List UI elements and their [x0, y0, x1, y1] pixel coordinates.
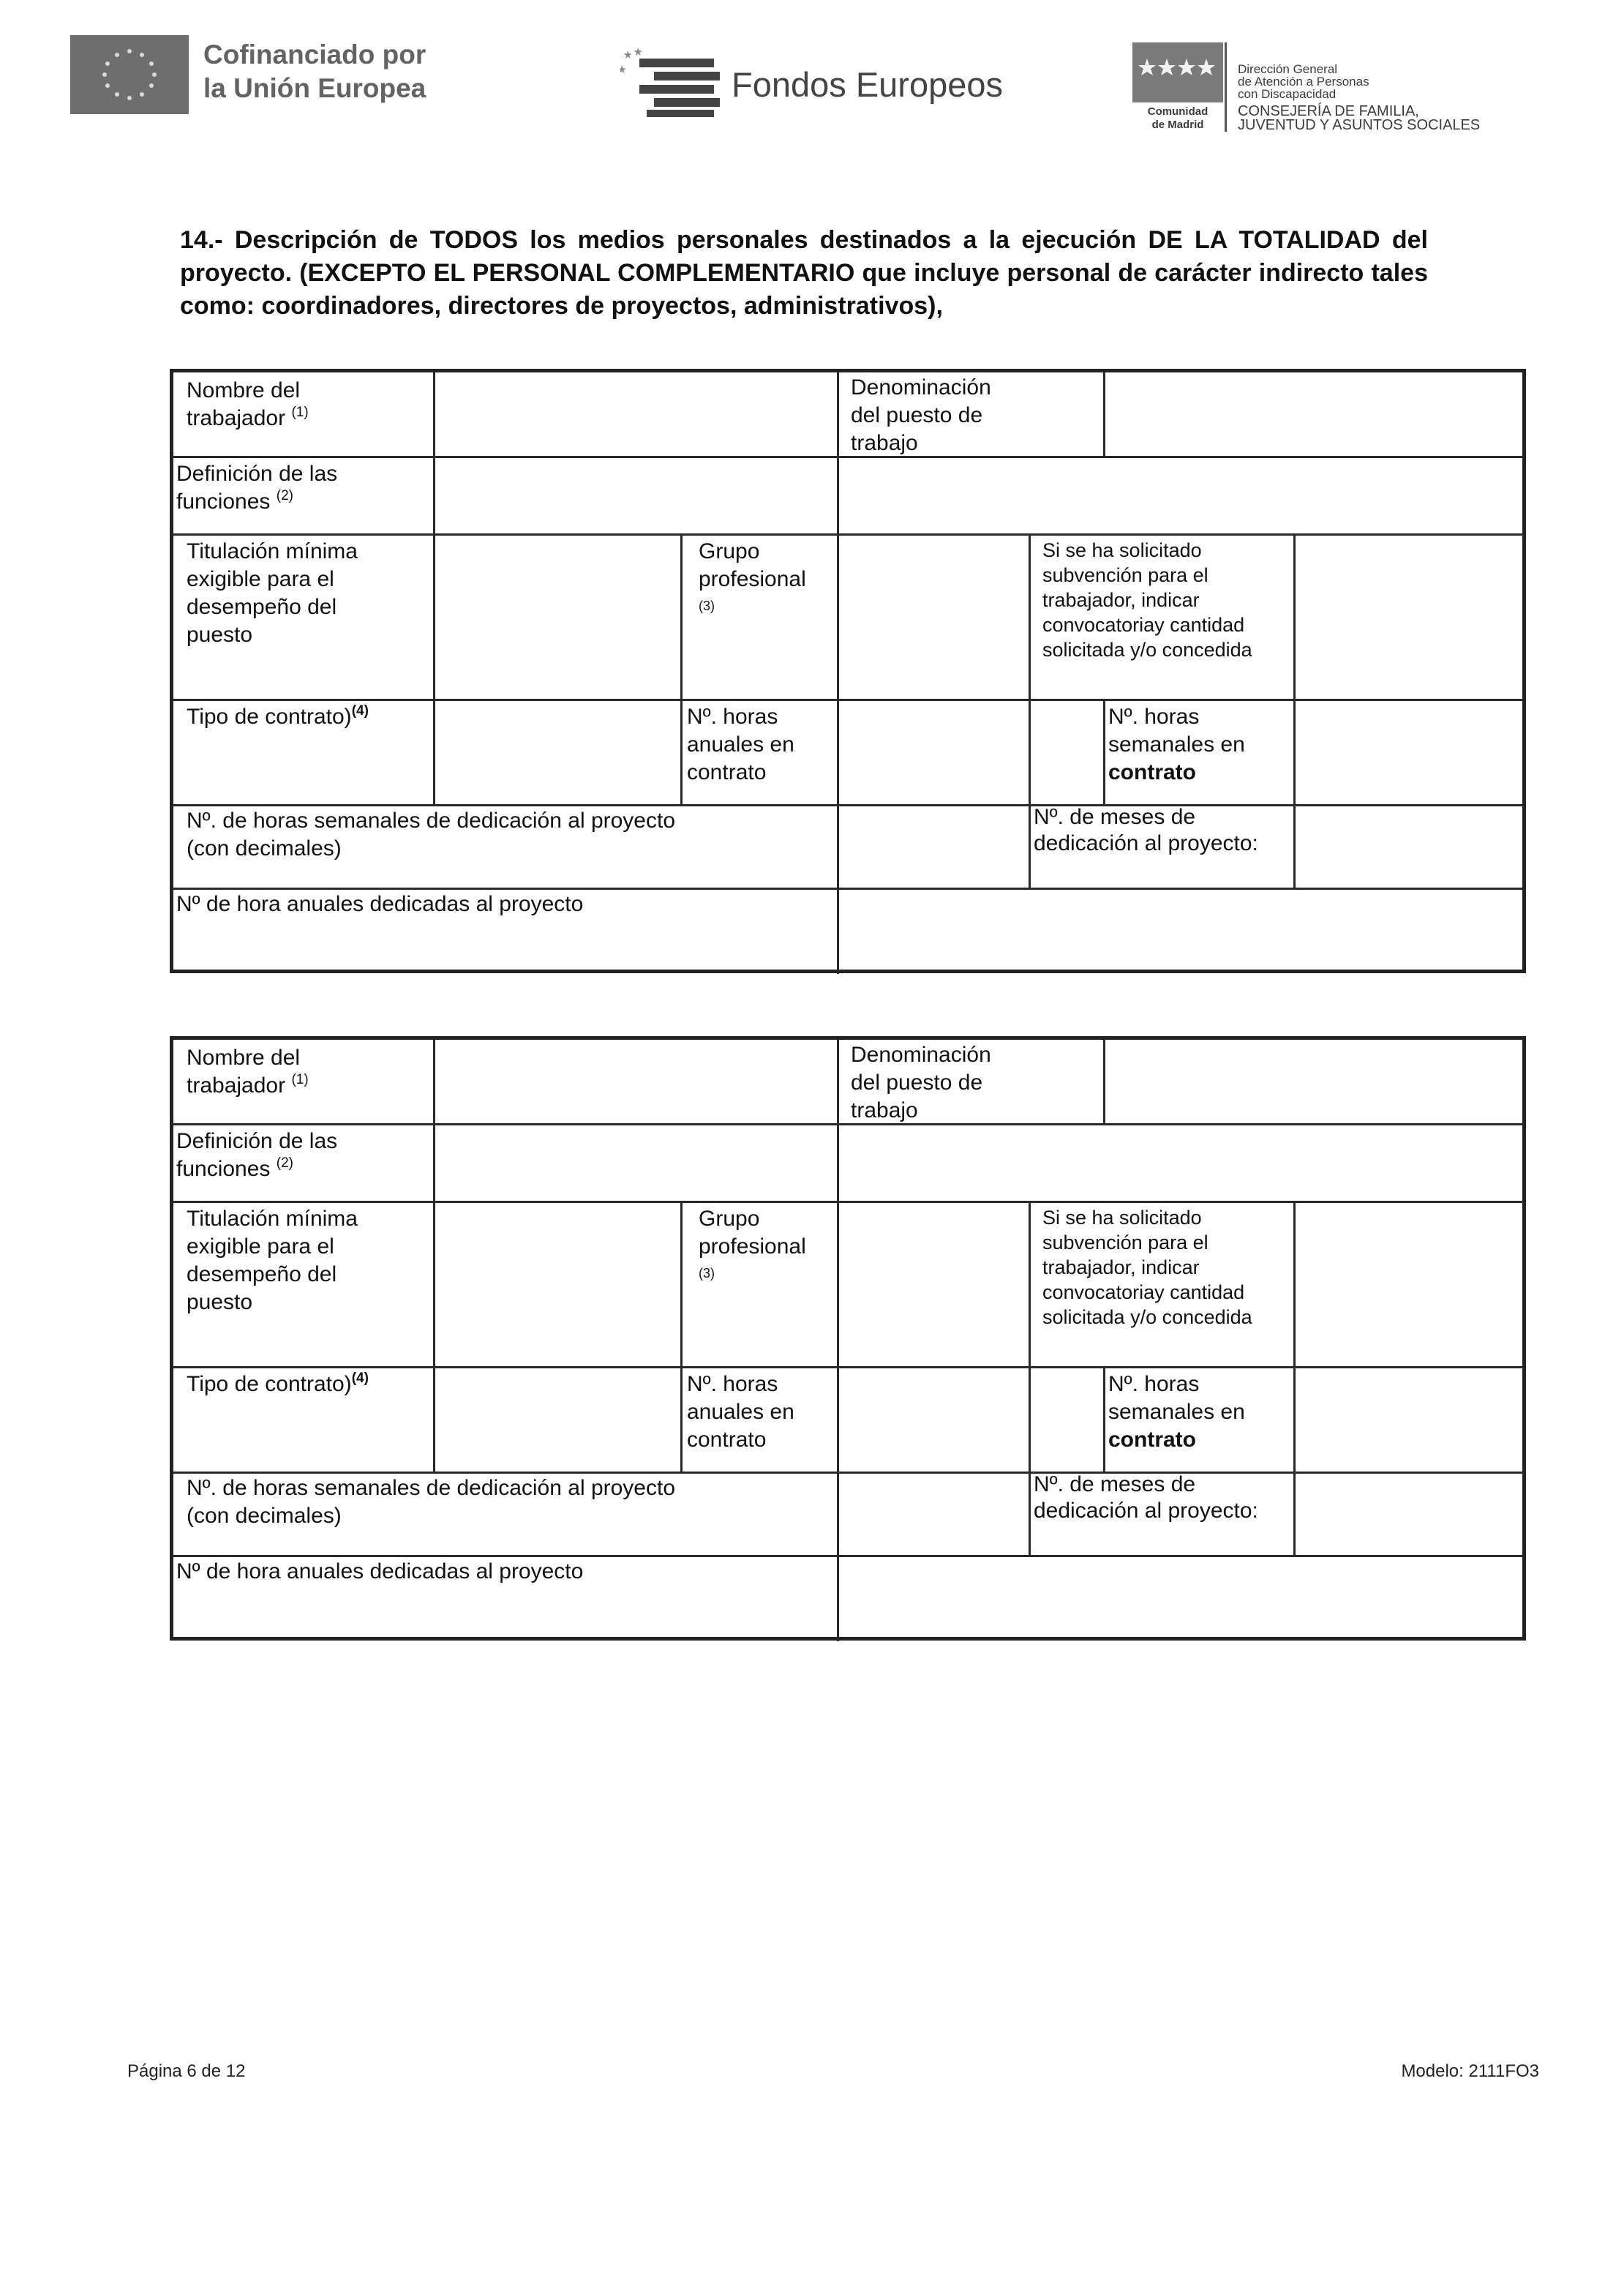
footnote-3-ref: (3) — [699, 1266, 715, 1281]
qualification-label-line2: exigible para el — [187, 1234, 334, 1259]
annual-dedication-field[interactable] — [842, 1559, 1518, 1637]
subsidy-label-line4: convocatoriay cantidad — [1042, 1281, 1245, 1303]
subsidy-label-line5: solicitada y/o concedida — [1042, 1306, 1252, 1328]
professional-group-label-line2: profesional — [699, 567, 806, 591]
row-divider — [173, 1555, 1522, 1557]
functions-label — [176, 460, 337, 519]
job-title-label-line1: Denominación — [851, 375, 991, 400]
job-title-label — [851, 1041, 991, 1125]
weekly-hours-label-line1: Nº. horas — [1108, 1372, 1200, 1396]
ministry-line2: JUVENTUD Y ASUNTOS SOCIALES — [1238, 117, 1481, 133]
weekly-hours-field[interactable] — [1298, 1371, 1518, 1469]
worker-name-label — [187, 377, 309, 435]
ministry-line1: CONSEJERÍA DE FAMILIA, — [1238, 103, 1419, 119]
contract-type-field[interactable] — [438, 703, 677, 801]
row-divider — [173, 533, 1522, 536]
contract-type-label-text: Tipo de contrato) — [187, 1372, 352, 1396]
professional-group-label-line2: profesional — [699, 1234, 806, 1259]
col-divider — [433, 1040, 435, 1473]
months-dedication-label-line1: Nº. de meses de — [1034, 805, 1196, 829]
weekly-dedication-field[interactable] — [842, 1476, 1025, 1552]
months-dedication-label — [1034, 804, 1258, 857]
fondos-europeos-logo — [620, 44, 723, 120]
col-divider — [680, 1202, 683, 1473]
section-title: 14.- Descripción de TODOS los medios personales destinados a la ejecución DE LA TOTALIDAD del proyecto. (EXCEPTO EL PERSONAL COMPLEMENTARIO que incluye personal de carácter indirecto tales como: coordinadores, directores de proyectos, administrativos), — [180, 226, 1428, 320]
annual-hours-label-line3: contrato — [687, 760, 767, 784]
subsidy-label-line3: trabajador, indicar — [1042, 589, 1200, 611]
row-divider — [173, 1472, 1522, 1474]
qualification-label-line4: puesto — [187, 623, 253, 647]
eu-text-line2: la Unión Europea — [203, 73, 426, 103]
annual-dedication-field[interactable] — [842, 892, 1518, 970]
personnel-form-2 — [170, 1036, 1526, 1641]
row-divider — [173, 1123, 1522, 1125]
job-title-field[interactable] — [1108, 1043, 1518, 1120]
weekly-hours-field[interactable] — [1298, 703, 1518, 801]
weekly-hours-label-line3: contrato — [1108, 760, 1196, 784]
job-title-label-line1: Denominación — [851, 1043, 991, 1067]
months-dedication-label — [1034, 1472, 1258, 1524]
annual-hours-label — [687, 1371, 794, 1454]
job-title-label-line2: del puesto de — [851, 1071, 983, 1095]
qualification-label-line2: exigible para el — [187, 567, 334, 591]
eu-text-line1: Cofinanciado por — [203, 40, 426, 70]
professional-group-label-line1: Grupo — [699, 1207, 760, 1231]
annual-dedication-label: Nº de hora anuales dedicadas al proyecto — [176, 1559, 584, 1583]
professional-group-label — [699, 1205, 806, 1281]
months-dedication-field[interactable] — [1298, 1476, 1518, 1552]
fondos-europeos-text: Fondos Europeos — [732, 65, 1004, 104]
job-title-label-line3: trabajo — [851, 431, 918, 455]
professional-group-field[interactable] — [842, 538, 1025, 696]
functions-field[interactable] — [438, 1128, 1518, 1198]
qualification-label — [187, 1205, 358, 1316]
directorate-line3: con Discapacidad — [1238, 87, 1337, 101]
annual-hours-label-line1: Nº. horas — [687, 705, 778, 729]
qualification-label-line1: Titulación mínima — [187, 1207, 358, 1231]
col-divider — [680, 534, 683, 806]
contract-type-label-text: Tipo de contrato) — [187, 705, 352, 729]
subsidy-label-line1: Si se ha solicitado — [1042, 539, 1202, 561]
weekly-dedication-label — [187, 807, 675, 863]
worker-name-field[interactable] — [438, 375, 833, 453]
subsidy-field[interactable] — [1298, 538, 1518, 696]
qualification-field[interactable] — [438, 538, 677, 696]
col-divider — [1293, 1202, 1296, 1556]
directorate-line2: de Atención a Personas — [1238, 75, 1369, 89]
annual-hours-field[interactable] — [842, 1371, 1099, 1469]
contract-type-field[interactable] — [438, 1371, 677, 1469]
annual-dedication-label: Nº de hora anuales dedicadas al proyecto — [176, 892, 584, 916]
functions-label-line2: funciones — [176, 1157, 271, 1181]
subsidy-label — [1042, 1205, 1252, 1330]
row-divider — [173, 1366, 1522, 1368]
directorate-text — [1238, 63, 1369, 100]
row-divider — [173, 456, 1522, 458]
eu-cofinancing-text — [203, 38, 426, 105]
footnote-2-ref: (2) — [276, 1155, 294, 1171]
weekly-hours-label-line1: Nº. horas — [1108, 705, 1200, 729]
col-divider — [1103, 699, 1105, 806]
col-divider — [433, 372, 435, 806]
annual-hours-label-line2: anuales en — [687, 732, 794, 757]
weekly-dedication-label-line2: (con decimales) — [187, 836, 342, 861]
logo-divider — [1225, 42, 1227, 132]
functions-field[interactable] — [438, 460, 1518, 531]
weekly-hours-label-line2: semanales en — [1108, 1400, 1245, 1424]
footnote-4-ref: (4) — [351, 1371, 369, 1386]
functions-label — [176, 1128, 337, 1186]
page-number: Página 6 de 12 — [127, 2061, 246, 2081]
weekly-dedication-label — [187, 1474, 675, 1530]
footnote-3-ref: (3) — [699, 599, 715, 613]
qualification-label-line4: puesto — [187, 1290, 253, 1314]
subsidy-label-line4: convocatoriay cantidad — [1042, 614, 1245, 636]
annual-hours-label-line3: contrato — [687, 1428, 767, 1452]
job-title-field[interactable] — [1108, 375, 1518, 453]
months-dedication-label-line2: dedicación al proyecto: — [1034, 831, 1258, 855]
col-divider — [1293, 534, 1296, 889]
annual-hours-label-line2: anuales en — [687, 1400, 794, 1424]
model-code: Modelo: 2111FO3 — [1401, 2061, 1539, 2081]
functions-label-line2: funciones — [176, 490, 271, 514]
professional-group-field[interactable] — [842, 1205, 1025, 1363]
subsidy-label-line2: subvención para el — [1042, 564, 1208, 586]
footnote-4-ref: (4) — [351, 703, 369, 719]
worker-name-field[interactable] — [438, 1043, 833, 1120]
months-dedication-label-line2: dedicación al proyecto: — [1034, 1499, 1258, 1523]
subsidy-label-line2: subvención para el — [1042, 1232, 1208, 1253]
professional-group-label — [699, 538, 806, 614]
job-title-label — [851, 374, 991, 457]
worker-name-label-line2: trabajador — [187, 406, 286, 430]
weekly-hours-label-line3: contrato — [1108, 1428, 1196, 1452]
subsidy-label-line5: solicitada y/o concedida — [1042, 639, 1252, 661]
row-divider — [173, 888, 1522, 890]
region-line1: Comunidad — [1147, 105, 1208, 118]
personnel-form-1 — [170, 369, 1526, 973]
weekly-dedication-label-line2: (con decimales) — [187, 1504, 342, 1528]
weekly-dedication-label-line1: Nº. de horas semanales de dedicación al proyecto — [187, 809, 676, 833]
eu-flag-logo — [70, 35, 189, 114]
annual-hours-label-line1: Nº. horas — [687, 1372, 778, 1396]
worker-name-label-line1: Nombre del — [187, 1046, 301, 1070]
weekly-hours-label — [1108, 703, 1245, 787]
subsidy-label — [1042, 538, 1252, 662]
job-title-label-line3: trabajo — [851, 1098, 918, 1122]
qualification-field[interactable] — [438, 1205, 677, 1363]
worker-name-label — [187, 1044, 309, 1103]
row-divider — [173, 699, 1522, 701]
subsidy-label-line1: Si se ha solicitado — [1042, 1207, 1202, 1229]
ministry-text — [1238, 105, 1480, 132]
subsidy-label-line3: trabajador, indicar — [1042, 1256, 1200, 1278]
months-dedication-label-line1: Nº. de meses de — [1034, 1472, 1196, 1496]
weekly-dedication-field[interactable] — [842, 809, 1025, 885]
weekly-hours-label-line2: semanales en — [1108, 732, 1245, 757]
functions-label-line1: Definición de las — [176, 462, 338, 486]
qualification-label-line3: desempeño del — [187, 1262, 337, 1286]
worker-name-label-line1: Nombre del — [187, 378, 301, 402]
col-divider — [1103, 372, 1105, 457]
weekly-hours-label — [1108, 1371, 1245, 1454]
annual-hours-field[interactable] — [842, 703, 1099, 801]
footnote-2-ref: (2) — [276, 488, 294, 503]
contract-type-label — [187, 703, 369, 734]
footnote-1-ref: (1) — [291, 1072, 309, 1087]
job-title-label-line2: del puesto de — [851, 403, 983, 427]
weekly-dedication-label-line1: Nº. de horas semanales de dedicación al proyecto — [187, 1476, 676, 1500]
region-line2: de Madrid — [1151, 119, 1204, 131]
worker-name-label-line2: trabajador — [187, 1073, 286, 1098]
professional-group-label-line1: Grupo — [699, 539, 760, 563]
row-divider — [173, 1201, 1522, 1203]
row-divider — [173, 804, 1522, 806]
directorate-line1: Dirección General — [1238, 62, 1338, 76]
functions-label-line1: Definición de las — [176, 1129, 338, 1153]
qualification-label — [187, 538, 358, 649]
qualification-label-line3: desempeño del — [187, 595, 337, 619]
contract-type-label — [187, 1371, 369, 1401]
months-dedication-field[interactable] — [1298, 809, 1518, 885]
col-divider — [1103, 1040, 1105, 1125]
col-divider — [1103, 1366, 1105, 1473]
comunidad-madrid-flag — [1132, 42, 1223, 102]
qualification-label-line1: Titulación mínima — [187, 539, 358, 563]
annual-hours-label — [687, 703, 794, 787]
subsidy-field[interactable] — [1298, 1205, 1518, 1363]
comunidad-madrid-label — [1132, 105, 1223, 132]
footnote-1-ref: (1) — [291, 405, 309, 420]
